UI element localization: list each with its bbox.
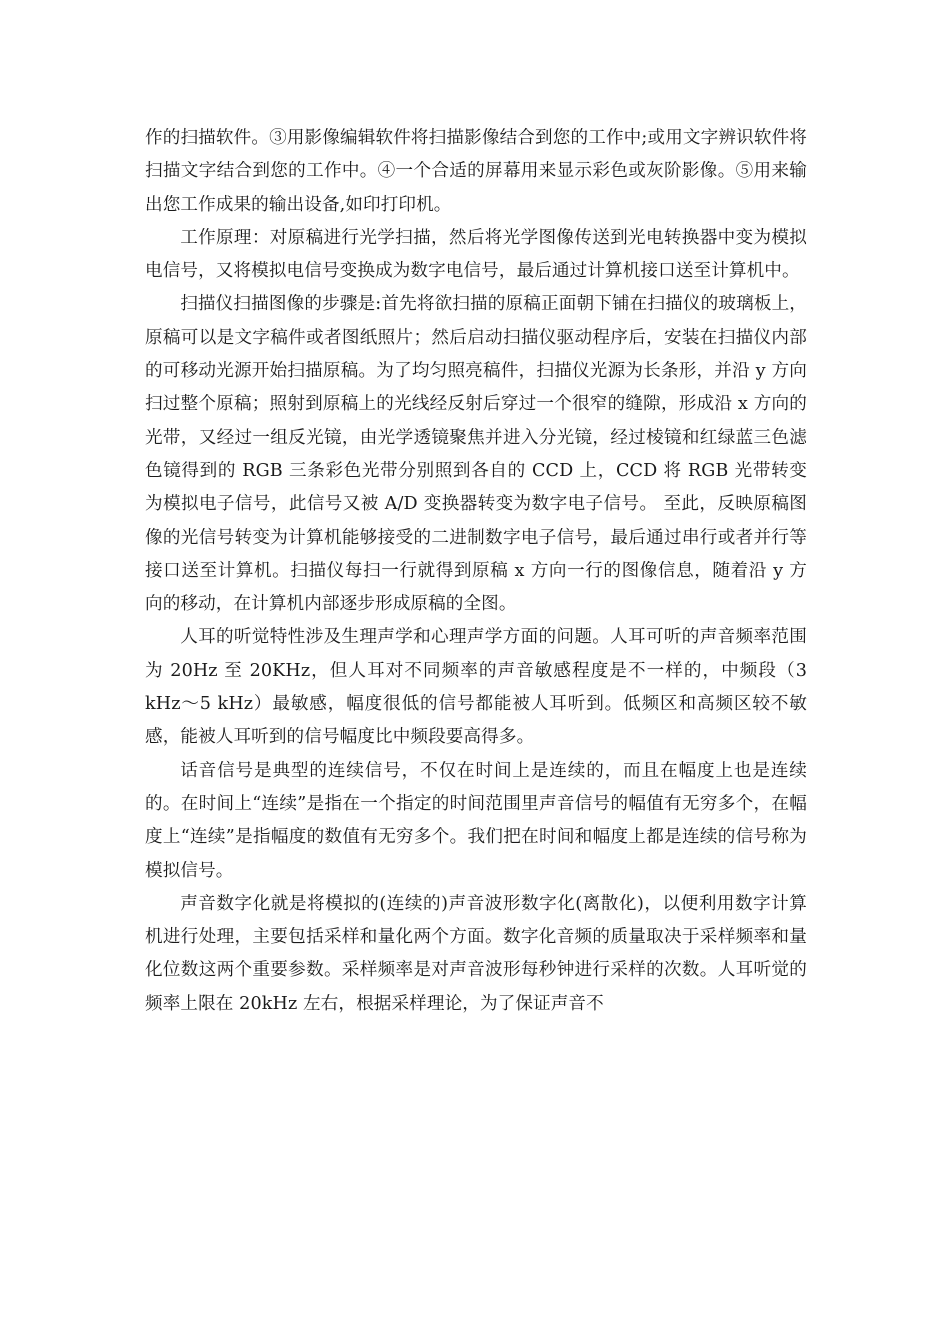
paragraph-speech-signal: 话音信号是典型的连续信号，不仅在时间上是连续的，而且在幅度上也是连续的。在时间上“连续”是指在一个指定的时间范围里声音信号的幅值有无穷多个，在幅度上“连续”是指幅度的数值有无穷多个。我们把在时间和幅度上都是连续的信号称为模拟信号。 xyxy=(145,760,807,881)
paragraph-scanning-steps: 扫描仪扫描图像的步骤是:首先将欲扫描的原稿正面朝下铺在扫描仪的玻璃板上，原稿可以是文字稿件或者图纸照片；然后启动扫描仪驱动程序后，安装在扫描仪内部的可移动光源开始扫描原稿。为了均匀照亮稿件，扫描仪光源为长条形，并沿 y 方向扫过整个原稿；照射到原稿上的光线经反射后穿过一个很窄的缝隙，形成沿 x 方向的光带，又经过一组反光镜，由光学透镜聚焦并进入分光镜，经过棱镜和红绿蓝三色滤色镜得到的 RGB 三条彩色光带分别照到各自的 CCD 上，CCD 将 RGB 光带转变为模拟电子信号，此信号又被 A/D 变换器转变为数字电子信号。 至此，反映原稿图像的光信号转变为计算机能够接受的二进制数字电子信号，最后通过串行或者并行等接口送至计算机。扫描仪每扫一行就得到原稿 x 方向一行的图像信息，随着沿 y 方向的移动，在计算机内部逐步形成原稿的全图。 xyxy=(145,294,807,615)
paragraph-hearing-characteristics: 人耳的听觉特性涉及生理声学和心理声学方面的问题。人耳可听的声音频率范围为 20Hz 至 20KHz，但人耳对不同频率的声音敏感程度是不一样的，中频段（3 kHz～5 kHz）最敏感，幅度很低的信号都能被人耳听到。低频区和高频区较不敏感，能被人耳听到的信号幅度比中频段要高得多。 xyxy=(145,627,807,748)
document-body xyxy=(145,122,807,1021)
paragraph-scanner-software: 作的扫描软件。③用影像编辑软件将扫描影像结合到您的工作中;或用文字辨识软件将扫描文字结合到您的工作中。④一个合适的屏幕用来显示彩色或灰阶影像。⑤用来输出您工作成果的输出设备,如印打印机。 xyxy=(145,128,807,215)
paragraph-working-principle: 工作原理：对原稿进行光学扫描，然后将光学图像传送到光电转换器中变为模拟电信号，又将模拟电信号变换成为数字电信号，最后通过计算机接口送至计算机中。 xyxy=(145,227,807,282)
paragraph-audio-digitization: 声音数字化就是将模拟的(连续的)声音波形数字化(离散化)，以便利用数字计算机进行处理，主要包括采样和量化两个方面。数字化音频的质量取决于采样频率和量化位数这两个重要参数。采样频率是对声音波形每秒钟进行采样的次数。人耳听觉的频率上限在 20kHz 左右，根据采样理论，为了保证声音不 xyxy=(145,893,807,1014)
